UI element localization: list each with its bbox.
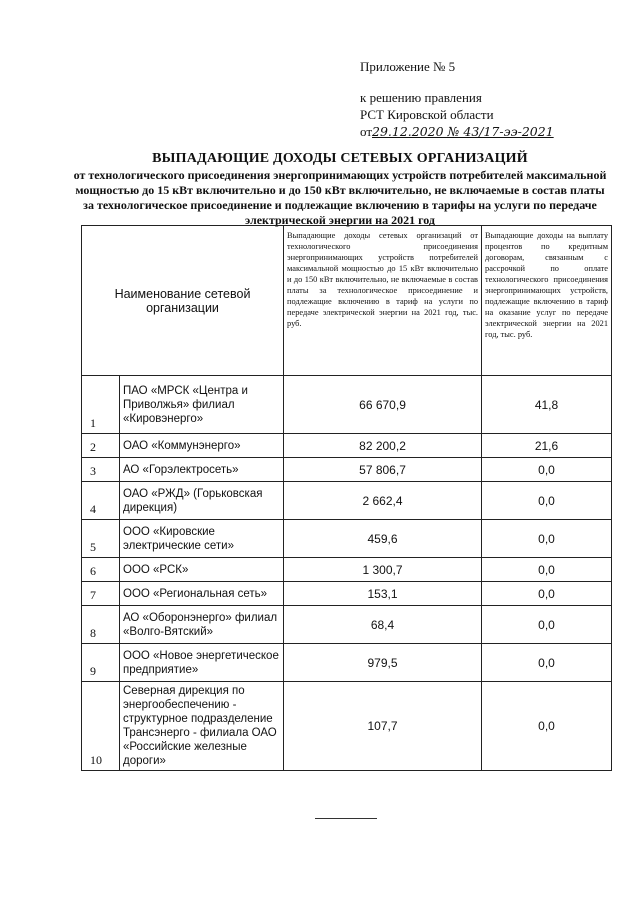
lost-revenue-value: 57 806,7	[284, 458, 482, 482]
table-header-row	[82, 226, 612, 376]
row-number: 2	[90, 440, 96, 454]
interest-revenue-value: 0,0	[482, 682, 612, 771]
org-name: Северная дирекция по энергообеспечению - структурное подразделение Трансэнерго - филиала ОАО «Российские железные дороги»	[120, 682, 284, 771]
row-number-cell	[82, 644, 120, 682]
row-number: 6	[90, 564, 96, 578]
row-number-cell	[82, 434, 120, 458]
interest-revenue-value: 0,0	[482, 482, 612, 520]
row-number: 8	[90, 626, 96, 640]
org-name: АО «Горэлектросеть»	[120, 458, 284, 482]
annex-decision-line: к решению правления	[360, 90, 482, 105]
lost-revenue-value: 1 300,7	[284, 558, 482, 582]
org-name: ООО «Новое энергетическое предприятие»	[120, 644, 284, 682]
interest-revenue-value: 21,6	[482, 434, 612, 458]
org-name: ООО «РСК»	[120, 558, 284, 582]
interest-revenue-value: 41,8	[482, 376, 612, 434]
org-name: ОАО «РЖД» (Горьковская дирекция)	[120, 482, 284, 520]
lost-revenue-value: 82 200,2	[284, 434, 482, 458]
interest-revenue-value: 0,0	[482, 644, 612, 682]
lost-revenue-value: 2 662,4	[284, 482, 482, 520]
row-number: 5	[90, 540, 96, 554]
lost-revenue-value: 107,7	[284, 682, 482, 771]
org-name: ООО «Кировские электрические сети»	[120, 520, 284, 558]
row-number: 3	[90, 464, 96, 478]
lost-revenue-value: 68,4	[284, 606, 482, 644]
annex-block	[360, 58, 620, 140]
title-sub: от технологического присоединения энергопринимающих устройств потребителей максимальной мощностью до 15 кВт включительно и до 150 кВт включительно, не включаемые в состав платы за технологическое присоединение и подлежащие включению в тарифы на услуги по передаче электрической энергии на 2021 год	[73, 168, 607, 227]
interest-revenue-value: 0,0	[482, 458, 612, 482]
table-row	[82, 434, 612, 458]
table-row	[82, 520, 612, 558]
date-prefix: от	[360, 124, 373, 139]
row-number-cell	[82, 482, 120, 520]
lost-revenue-value: 979,5	[284, 644, 482, 682]
lost-revenue-value: 153,1	[284, 582, 482, 606]
interest-revenue-value: 0,0	[482, 582, 612, 606]
row-number: 4	[90, 502, 96, 516]
row-number: 7	[90, 588, 96, 602]
footer-separator-line	[315, 818, 377, 819]
row-number: 9	[90, 664, 96, 678]
annex-label: Приложение № 5	[360, 59, 456, 74]
interest-revenue-value: 0,0	[482, 520, 612, 558]
lost-revenue-value: 66 670,9	[284, 376, 482, 434]
row-number: 1	[90, 416, 96, 430]
table-row	[82, 606, 612, 644]
row-number-cell	[82, 606, 120, 644]
annex-authority-line: РСТ Кировской области	[360, 107, 494, 122]
table-row	[82, 482, 612, 520]
org-name: АО «Оборонэнерго» филиал «Волго-Вятский»	[120, 606, 284, 644]
handwritten-date-number: 29.12.2020 № 43/17-ээ-2021	[372, 124, 554, 139]
row-number-cell	[82, 682, 120, 771]
header-org-name: Наименование сетевой организации	[82, 226, 284, 376]
org-name: ООО «Региональная сеть»	[120, 582, 284, 606]
table-row	[82, 376, 612, 434]
row-number-cell	[82, 582, 120, 606]
lost-revenue-value: 459,6	[284, 520, 482, 558]
document-title	[70, 150, 610, 228]
org-name: ПАО «МРСК «Центра и Приволжья» филиал «Кировэнерго»	[120, 376, 284, 434]
row-number: 10	[90, 753, 102, 767]
row-number-cell	[82, 558, 120, 582]
row-number-cell	[82, 376, 120, 434]
table-row	[82, 558, 612, 582]
table-body	[82, 376, 612, 771]
row-number-cell	[82, 458, 120, 482]
title-main: ВЫПАДАЮЩИЕ ДОХОДЫ СЕТЕВЫХ ОРГАНИЗАЦИЙ	[152, 151, 528, 166]
table-row	[82, 682, 612, 771]
row-number-cell	[82, 520, 120, 558]
header-lost-revenue: Выпадающие доходы сетевых организаций от технологического присоединения энергопринимающих устройств потребителей максимальной мощностью до 15 кВт включительно и до 150 кВт включительно, не включаемые в состав платы за технологическое присоединение и подлежащие включению в тариф на услуги по передаче электрической энергии на 2021 год, тыс. руб.	[284, 226, 482, 376]
interest-revenue-value: 0,0	[482, 558, 612, 582]
annex-date-line	[360, 123, 620, 140]
table-row	[82, 582, 612, 606]
interest-revenue-value: 0,0	[482, 606, 612, 644]
table-row	[82, 644, 612, 682]
header-interest-revenue: Выпадающие доходы на выплату процентов по кредитным договорам, связанным с рассрочкой по оплате технологического присоединения энергопринимающих устройств, подлежащие включению в тариф на оказание услуг по передаче электрической энергии на 2021 год, тыс. руб.	[482, 226, 612, 376]
table-row	[82, 458, 612, 482]
revenue-table	[81, 225, 612, 771]
org-name: ОАО «Коммунэнерго»	[120, 434, 284, 458]
